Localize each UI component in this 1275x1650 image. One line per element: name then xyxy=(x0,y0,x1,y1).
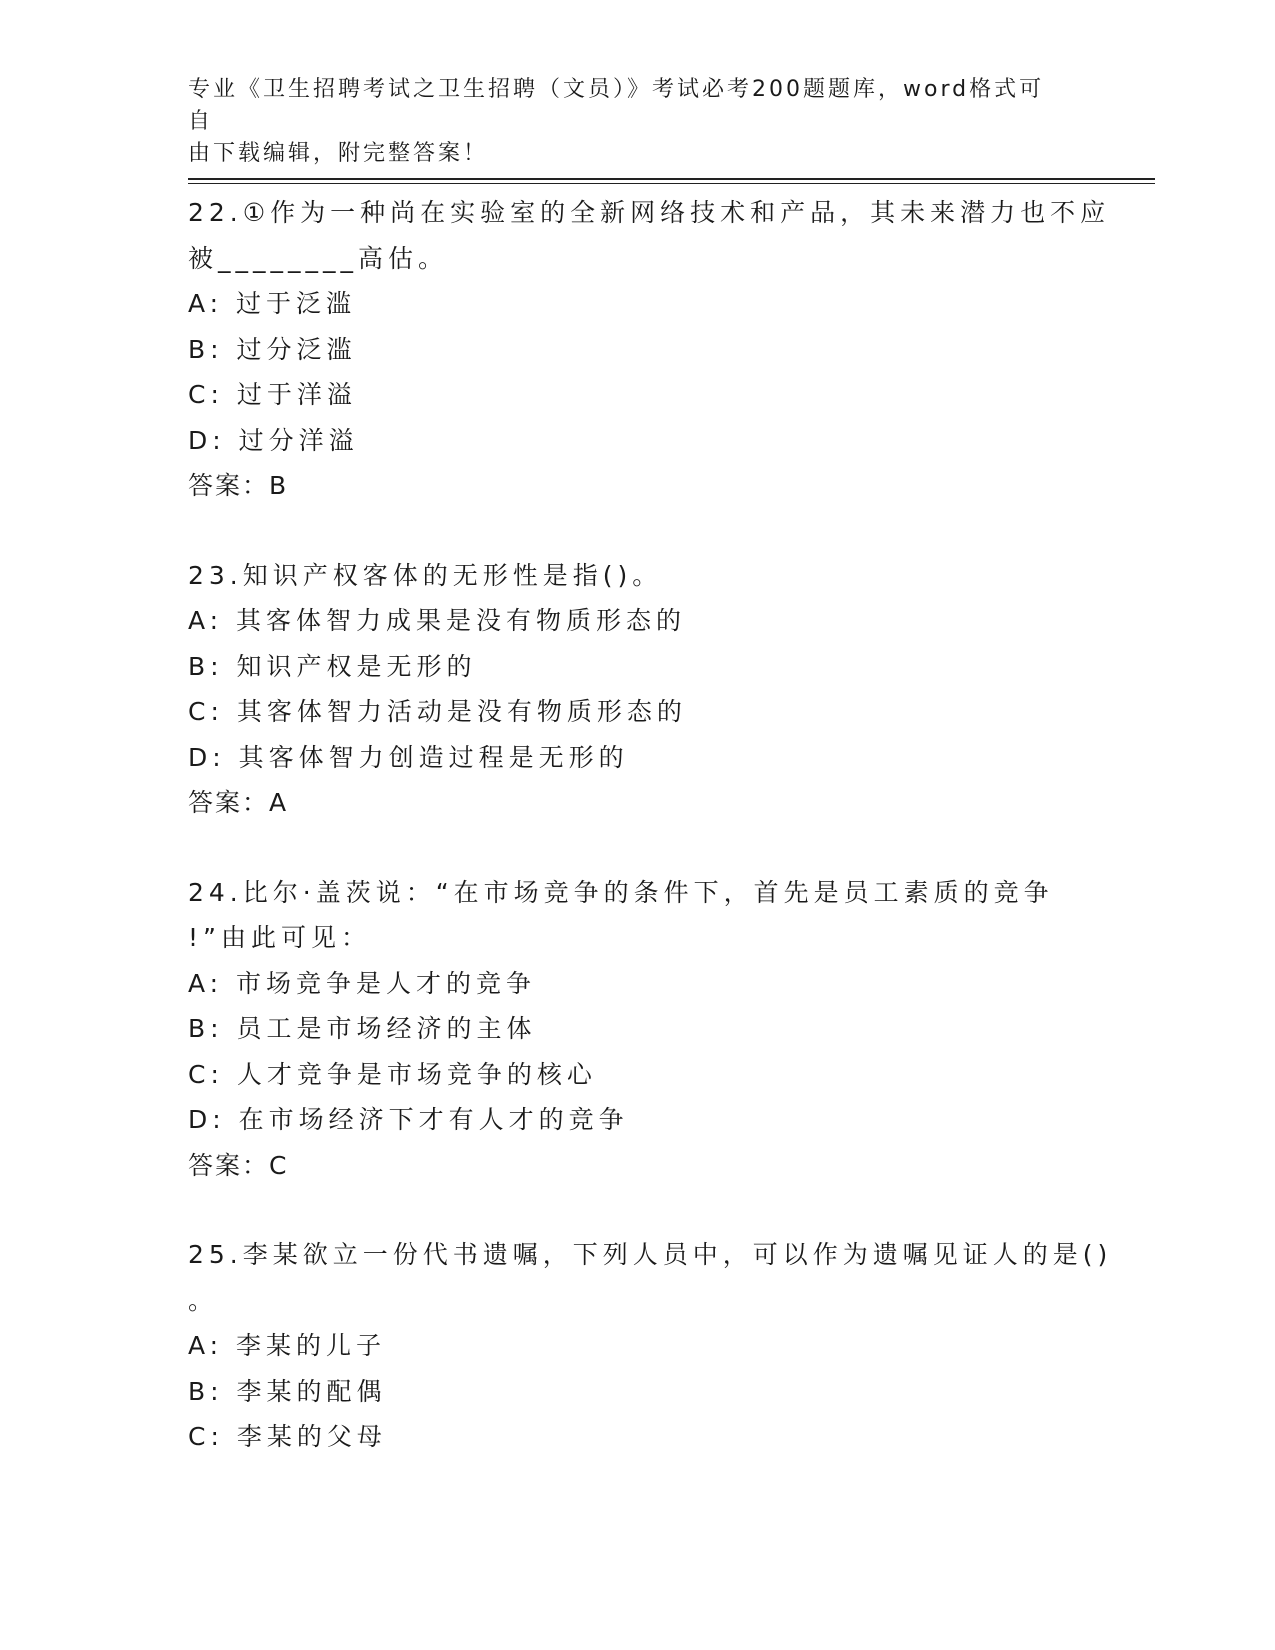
header-line-2: 由下载编辑，附完整答案！ xyxy=(188,141,489,166)
question-stem: !”由此可见： xyxy=(188,923,371,952)
option-a: A: 市场竞争是人才的竞争 xyxy=(188,968,537,998)
option-c: C: 李某的父母 xyxy=(188,1422,387,1451)
document-header xyxy=(188,74,1068,170)
option-b: B: 知识产权是无形的 xyxy=(188,651,477,681)
question-stem: 被________高估。 xyxy=(188,243,449,273)
header-divider-thin xyxy=(188,183,1155,184)
question-23 xyxy=(188,553,1088,826)
question-22 xyxy=(188,190,1111,509)
option-b: B: 员工是市场经济的主体 xyxy=(188,1014,537,1043)
question-stem: 23.知识产权客体的无形性是指()。 xyxy=(188,560,663,590)
question-stem: 。 xyxy=(188,1285,219,1315)
option-a: A: 李某的儿子 xyxy=(188,1331,387,1360)
question-24 xyxy=(188,870,1088,1189)
option-a: A: 过于泛滥 xyxy=(188,289,357,318)
answer: 答案：B xyxy=(188,471,289,500)
question-stem: 22.①作为一种尚在实验室的全新网络技术和产品，其未来潜力也不应 xyxy=(188,198,1111,227)
question-list xyxy=(188,190,1113,1504)
option-c: C: 过于洋溢 xyxy=(188,380,357,409)
question-25 xyxy=(188,1232,1113,1460)
option-d: D: 其客体智力创造过程是无形的 xyxy=(188,742,629,772)
question-stem: 24.比尔·盖茨说：“在市场竞争的条件下，首先是员工素质的竞争 xyxy=(188,877,1054,907)
option-c: C: 人才竞争是市场竞争的核心 xyxy=(188,1059,597,1089)
option-b: B: 李某的配偶 xyxy=(188,1376,387,1406)
option-d: D: 过分洋溢 xyxy=(188,425,359,455)
answer: 答案：C xyxy=(188,1150,289,1180)
option-c: C: 其客体智力活动是没有物质形态的 xyxy=(188,697,687,726)
option-d: D: 在市场经济下才有人才的竞争 xyxy=(188,1105,629,1134)
header-divider xyxy=(188,178,1155,180)
header-line-1: 专业《卫生招聘考试之卫生招聘（文员）》考试必考200题题库，word格式可自 xyxy=(188,77,1045,134)
question-stem: 25.李某欲立一份代书遗嘱，下列人员中，可以作为遗嘱见证人的是() xyxy=(188,1240,1113,1269)
option-b: B: 过分泛滥 xyxy=(188,334,357,364)
answer: 答案：A xyxy=(188,788,289,817)
option-a: A: 其客体智力成果是没有物质形态的 xyxy=(188,606,687,635)
